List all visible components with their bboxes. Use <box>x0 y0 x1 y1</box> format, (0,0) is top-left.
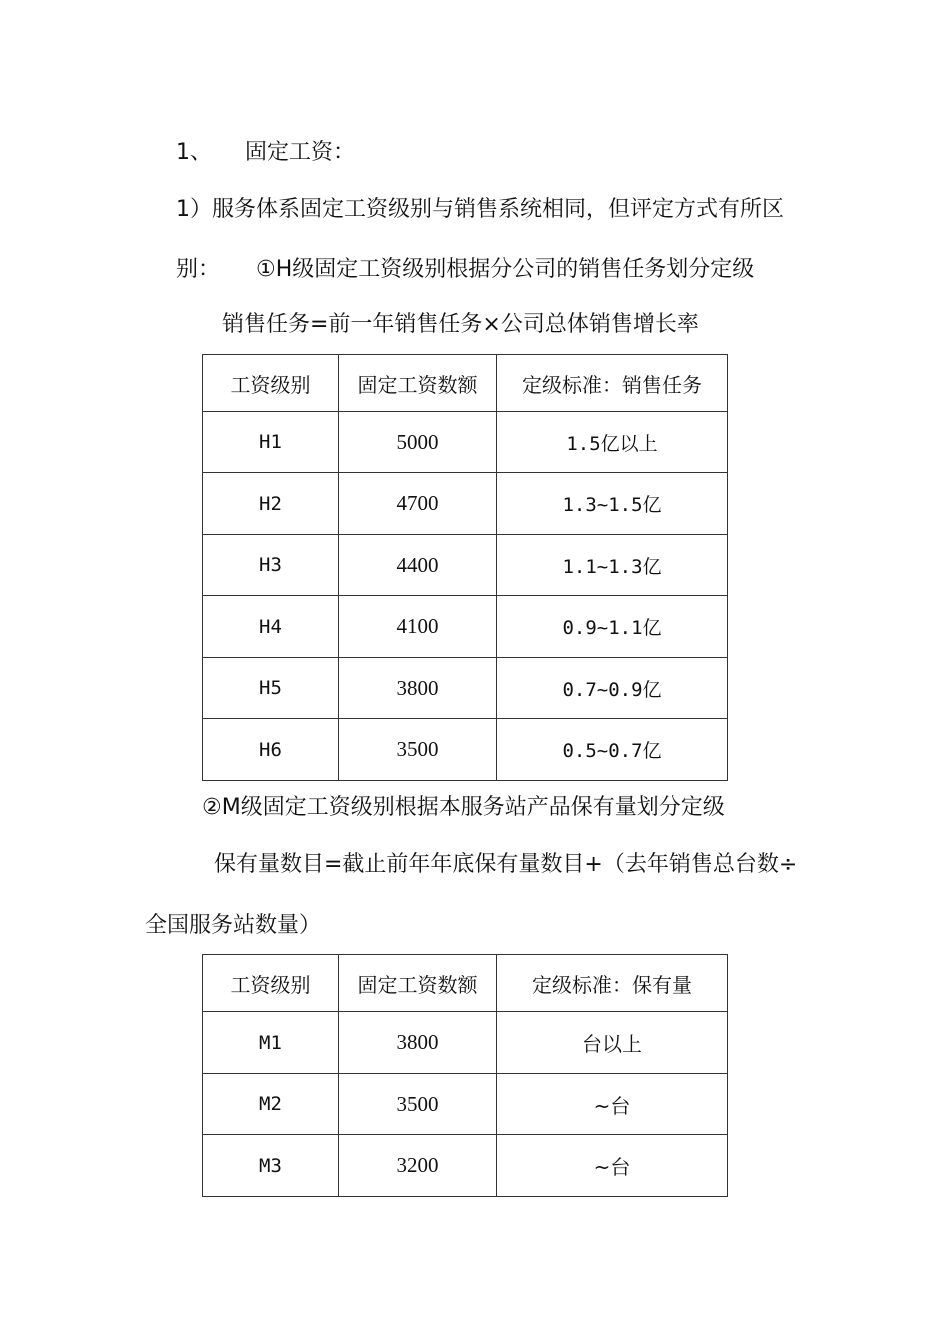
amount-cell: 4400 <box>339 535 497 596</box>
amount-cell: 3500 <box>339 1074 497 1135</box>
amount-cell: 3800 <box>339 658 497 719</box>
m-formula-line-2: 全国服务站数量） <box>145 913 322 938</box>
standard-cell: 1.1~1.3亿 <box>497 535 728 596</box>
table-row <box>203 596 728 658</box>
standard-cell: 0.9~1.1亿 <box>497 596 728 658</box>
header-cell-standard: 定级标准：销售任务 <box>497 355 728 412</box>
h-formula: 销售任务=前一年销售任务×公司总体销售增长率 <box>222 312 699 337</box>
grade-cell: H6 <box>203 719 339 781</box>
table-row <box>203 412 728 473</box>
h-grade-table <box>202 354 728 781</box>
intro-line-2-prefix: 别： <box>176 257 221 282</box>
grade-cell: M3 <box>203 1135 339 1197</box>
header-cell-grade: 工资级别 <box>203 355 339 412</box>
standard-cell: 台以上 <box>497 1012 728 1074</box>
standard-cell: 1.5亿以上 <box>497 412 728 473</box>
grade-cell: H1 <box>203 412 339 473</box>
amount-cell: 3200 <box>339 1135 497 1197</box>
table-row <box>203 719 728 781</box>
standard-cell: 1.3~1.5亿 <box>497 473 728 535</box>
amount-cell: 3500 <box>339 719 497 781</box>
standard-cell: ~台 <box>497 1074 728 1135</box>
header-cell-amount: 固定工资数额 <box>339 355 497 412</box>
amount-cell: 4100 <box>339 596 497 658</box>
amount-cell: 4700 <box>339 473 497 535</box>
section-number: 1、 <box>176 140 212 165</box>
standard-cell: ~台 <box>497 1135 728 1197</box>
section-title: 固定工资： <box>245 140 356 165</box>
grade-cell: H2 <box>203 473 339 535</box>
grade-cell: H4 <box>203 596 339 658</box>
table-row <box>203 1135 728 1197</box>
grade-cell: M1 <box>203 1012 339 1074</box>
h-grade-rule: ①H级固定工资级别根据分公司的销售任务划分定级 <box>256 257 755 282</box>
header-cell-grade: 工资级别 <box>203 955 339 1012</box>
table-header-row <box>203 955 728 1012</box>
standard-cell: 0.7~0.9亿 <box>497 658 728 719</box>
header-cell-standard: 定级标准：保有量 <box>497 955 728 1012</box>
table-header-row <box>203 355 728 412</box>
m-grade-table <box>202 954 728 1197</box>
grade-cell: H3 <box>203 535 339 596</box>
table-row <box>203 1074 728 1135</box>
intro-line-1: 1）服务体系固定工资级别与销售系统相同，但评定方式有所区 <box>176 197 784 222</box>
table-row <box>203 473 728 535</box>
m-formula-line-1: 保有量数目=截止前年年底保有量数目+（去年销售总台数÷ <box>214 852 798 877</box>
grade-cell: H5 <box>203 658 339 719</box>
amount-cell: 5000 <box>339 412 497 473</box>
table-row <box>203 658 728 719</box>
table-row <box>203 1012 728 1074</box>
header-cell-amount: 固定工资数额 <box>339 955 497 1012</box>
table-row <box>203 535 728 596</box>
standard-cell: 0.5~0.7亿 <box>497 719 728 781</box>
m-grade-rule: ②M级固定工资级别根据本服务站产品保有量划分定级 <box>202 795 725 820</box>
grade-cell: M2 <box>203 1074 339 1135</box>
amount-cell: 3800 <box>339 1012 497 1074</box>
